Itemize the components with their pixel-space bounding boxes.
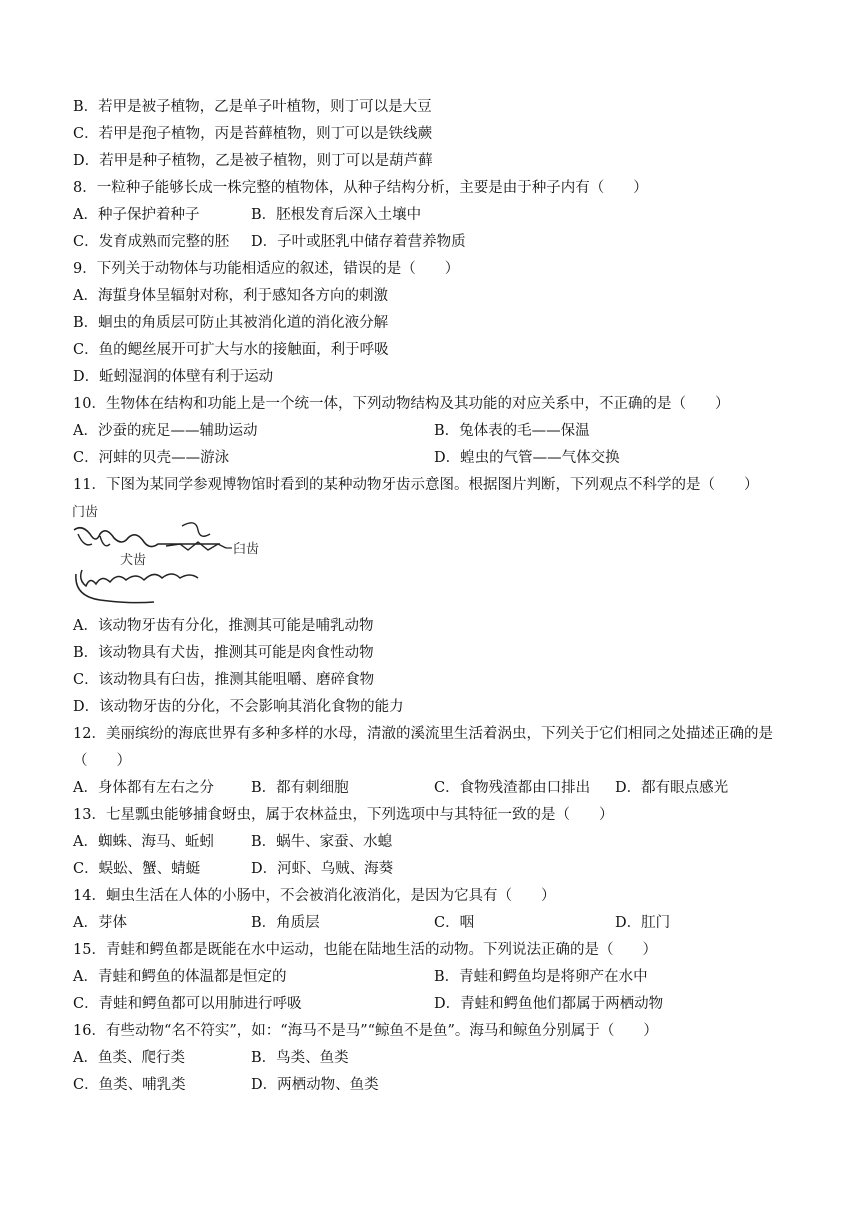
q14-stem: 14．蛔虫生活在人体的小肠中，不会被消化液消化，是因为它具有（ ） xyxy=(73,888,556,904)
q9-stem: 9．下列关于动物体与功能相适应的叙述，错误的是（ ） xyxy=(73,261,460,277)
q8-option-d: D．子叶或胚乳中储存着营养物质 xyxy=(251,234,466,250)
q10-option-a: A．沙蚕的疣足——辅助运动 xyxy=(73,423,258,439)
q9-option-b: B．蛔虫的角质层可防止其被消化道的消化液分解 xyxy=(73,315,389,331)
q15-option-b: B．青蛙和鳄鱼均是将卵产在水中 xyxy=(434,969,648,985)
q16-stem: 16．有些动物“名不符实”，如：“海马不是马”“鲸鱼不是鱼”。海马和鲸鱼分别属于（ ） xyxy=(73,1023,658,1039)
q14-option-d: D．肛门 xyxy=(615,915,671,931)
q12-option-b: B．都有刺细胞 xyxy=(251,780,349,796)
q7-option-c: C．若甲是孢子植物，丙是苔藓植物，则丁可以是铁线蕨 xyxy=(73,126,433,142)
q13-option-a: A．蜘蛛、海马、蚯蚓 xyxy=(73,834,214,850)
q11-option-d: D．该动物牙齿的分化，不会影响其消化食物的能力 xyxy=(73,699,404,715)
q13-option-c: C．蜈蚣、蟹、蜻蜓 xyxy=(73,861,201,877)
q8-option-c: C．发育成熟而完整的胚 xyxy=(73,234,230,250)
q15-option-c: C．青蛙和鳄鱼都可以用肺进行呼吸 xyxy=(73,996,302,1012)
q13-stem: 13．七星瓢虫能够捕食蚜虫，属于农林益虫，下列选项中与其特征一致的是（ ） xyxy=(73,807,614,823)
q8-option-b: B．胚根发育后深入土壤中 xyxy=(251,207,422,223)
upper-incisors xyxy=(78,534,110,546)
q16-option-b: B．鸟类、鱼类 xyxy=(251,1050,349,1066)
q14-option-b: B．角质层 xyxy=(251,915,320,931)
q11-stem: 11．下图为某同学参观博物馆时看到的某种动物牙齿示意图。根据图片判断，下列观点不科学的是（ ） xyxy=(73,477,759,493)
q8-stem: 8．一粒种子能够长成一株完整的植物体，从种子结构分析，主要是由于种子内有（ ） xyxy=(73,180,648,196)
incisor-label: 门齿 xyxy=(72,505,99,520)
q10-option-c: C．河蚌的贝壳——游泳 xyxy=(73,450,230,466)
q11-option-c: C．该动物具有臼齿，推测其能咀嚼、磨碎食物 xyxy=(73,672,375,688)
q12-option-d: D．都有眼点感光 xyxy=(615,780,729,796)
q15-option-d: D．青蛙和鳄鱼他们都属于两栖动物 xyxy=(434,996,664,1012)
q10-option-b: B．兔体表的毛——保温 xyxy=(434,423,590,439)
q9-option-a: A．海蜇身体呈辐射对称，利于感知各方向的刺激 xyxy=(73,288,388,304)
tooth-sketch xyxy=(182,523,210,536)
q16-option-d: D．两栖动物、鱼类 xyxy=(251,1077,379,1093)
q13-option-d: D．河虾、乌贼、海葵 xyxy=(251,861,394,877)
q13-option-b: B．蜗牛、家蚕、水螅 xyxy=(251,834,393,850)
q12-stem: 12．美丽缤纷的海底世界有多种多样的水母，清澈的溪流里生活着涡虫，下列关于它们相同之处描述正确的是 xyxy=(73,726,773,742)
q7-option-d: D．若甲是种子植物，乙是被子植物，则丁可以是葫芦藓 xyxy=(73,153,433,169)
q10-option-d: D．蝗虫的气管——气体交换 xyxy=(434,450,620,466)
q9-option-d: D．蚯蚓湿润的体壁有利于运动 xyxy=(73,369,274,385)
q7-option-b: B．若甲是被子植物，乙是单子叶植物，则丁可以是大豆 xyxy=(73,99,432,115)
q12-option-a: A．身体都有左右之分 xyxy=(73,780,214,796)
q10-stem: 10．生物体在结构和功能上是一个统一体，下列动物结构及其功能的对应关系中，不正确的是（ ） xyxy=(73,396,730,412)
q11-option-b: B．该动物具有犬齿，推测其可能是肉食性动物 xyxy=(73,645,374,661)
q12-option-c: C．食物残渣都由口排出 xyxy=(434,780,591,796)
q16-option-a: A．鱼类、爬行类 xyxy=(73,1050,185,1066)
canine-label: 犬齿 xyxy=(120,553,147,568)
q11-option-a: A．该动物牙齿有分化，推测其可能是哺乳动物 xyxy=(73,618,374,634)
q9-option-c: C．鱼的鳃丝展开可扩大与水的接触面，利于呼吸 xyxy=(73,342,389,358)
q8-option-a: A．种子保护着种子 xyxy=(73,207,200,223)
teeth-diagram xyxy=(70,500,270,610)
molar-label: 臼齿 xyxy=(233,542,260,557)
q16-option-c: C．鱼类、哺乳类 xyxy=(73,1077,186,1093)
q14-option-a: A．芽体 xyxy=(73,915,127,931)
q15-stem: 15．青蛙和鳄鱼都是既能在水中运动，也能在陆地生活的动物。下列说法正确的是（ ） xyxy=(73,942,657,958)
q12-stem-continued: （ ） xyxy=(73,753,131,769)
lower-teeth xyxy=(81,570,198,586)
q14-option-c: C．咽 xyxy=(434,915,475,931)
q15-option-a: A．青蛙和鳄鱼的体温都是恒定的 xyxy=(73,969,287,985)
